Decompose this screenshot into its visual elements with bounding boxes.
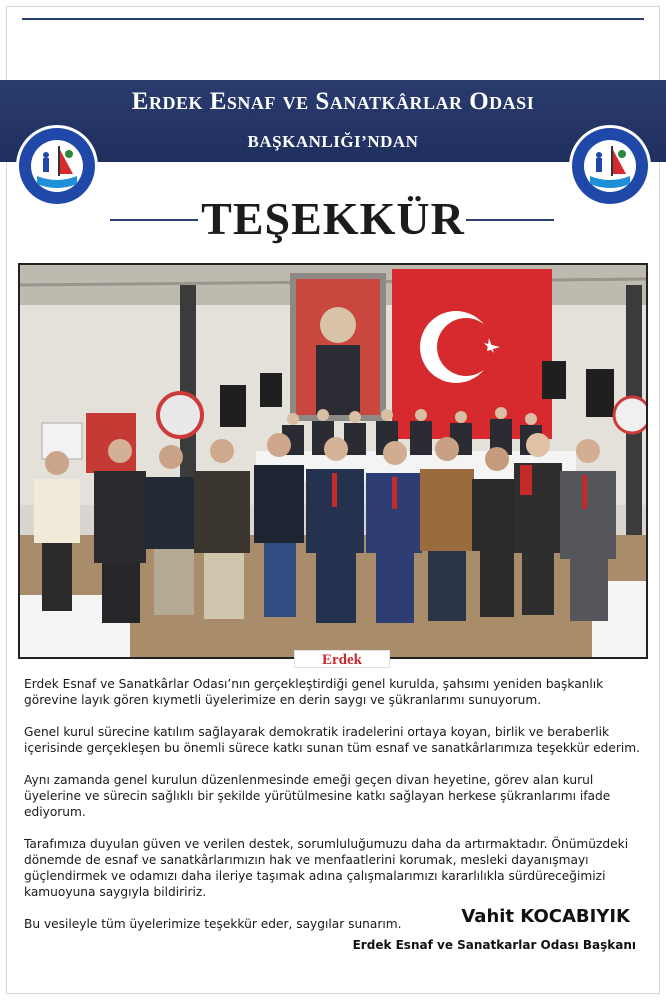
paragraph-1: Erdek Esnaf ve Sanatkârlar Odası’nın gerçekleştirdiği genel kurulda, şahsımı yeniden başkanlık görevine layık gören kıymetli üyelerimize en derin saygı ve şükranlarımı sunuyorum. <box>24 677 604 707</box>
newspaper-watermark: Erdek <box>294 650 390 668</box>
paragraph-2: Genel kurul sürecine katılım sağlayarak demokratik iradelerini ortaya koyan, birlik ve beraberlik içerisinde gerçekleşen bu önemli sürece katkı sunan tüm esnaf ve sanatkârlarımıza teşekkür ederim. <box>24 725 641 755</box>
header-title: Erdek Esnaf ve Sanatkârlar Odası <box>131 88 535 115</box>
paragraph-3: Aynı zamanda genel kurulun düzenlenmesinde emeği geçen divan heyetine, görev alan kurul üyelerine ve sürecin sağlıklı bir şekilde yürütülmesine katkı sağlayan herkese şükranlarımı ifade ediyorum. <box>24 773 611 819</box>
page-heading: TEŞEKKÜR <box>201 193 465 244</box>
paragraph-4: Tarafımıza duyulan güven ve verilen destek, sorumluluğumuzu daha da artırmaktadır. Önümüzdeki dönemde de esnaf ve sanatkârlarımızın hak ve menfaatlerini korumak, mesleki dayanışmayı güçlendirmek ve odamızı daha ileriye taşımak adına çalışmalarımızı kararlılıkla sürdüreceğimizi kamuoyuna saygıyla bildiririz. <box>24 837 629 899</box>
heading-rule-right <box>466 219 554 221</box>
signatory-title: Erdek Esnaf ve Sanatkarlar Odası Başkanı <box>352 938 636 952</box>
group-photo <box>18 263 648 659</box>
signatory-name: Vahit KOCABIYIK <box>461 906 630 927</box>
heading-row <box>0 192 666 246</box>
paragraph-5: Bu vesileyle tüm üyelerimize teşekkür eder, saygılar sunarım. <box>24 917 402 931</box>
top-divider <box>22 18 644 20</box>
header-subtitle: BAŞKANLIĞI’NDAN <box>247 132 419 151</box>
